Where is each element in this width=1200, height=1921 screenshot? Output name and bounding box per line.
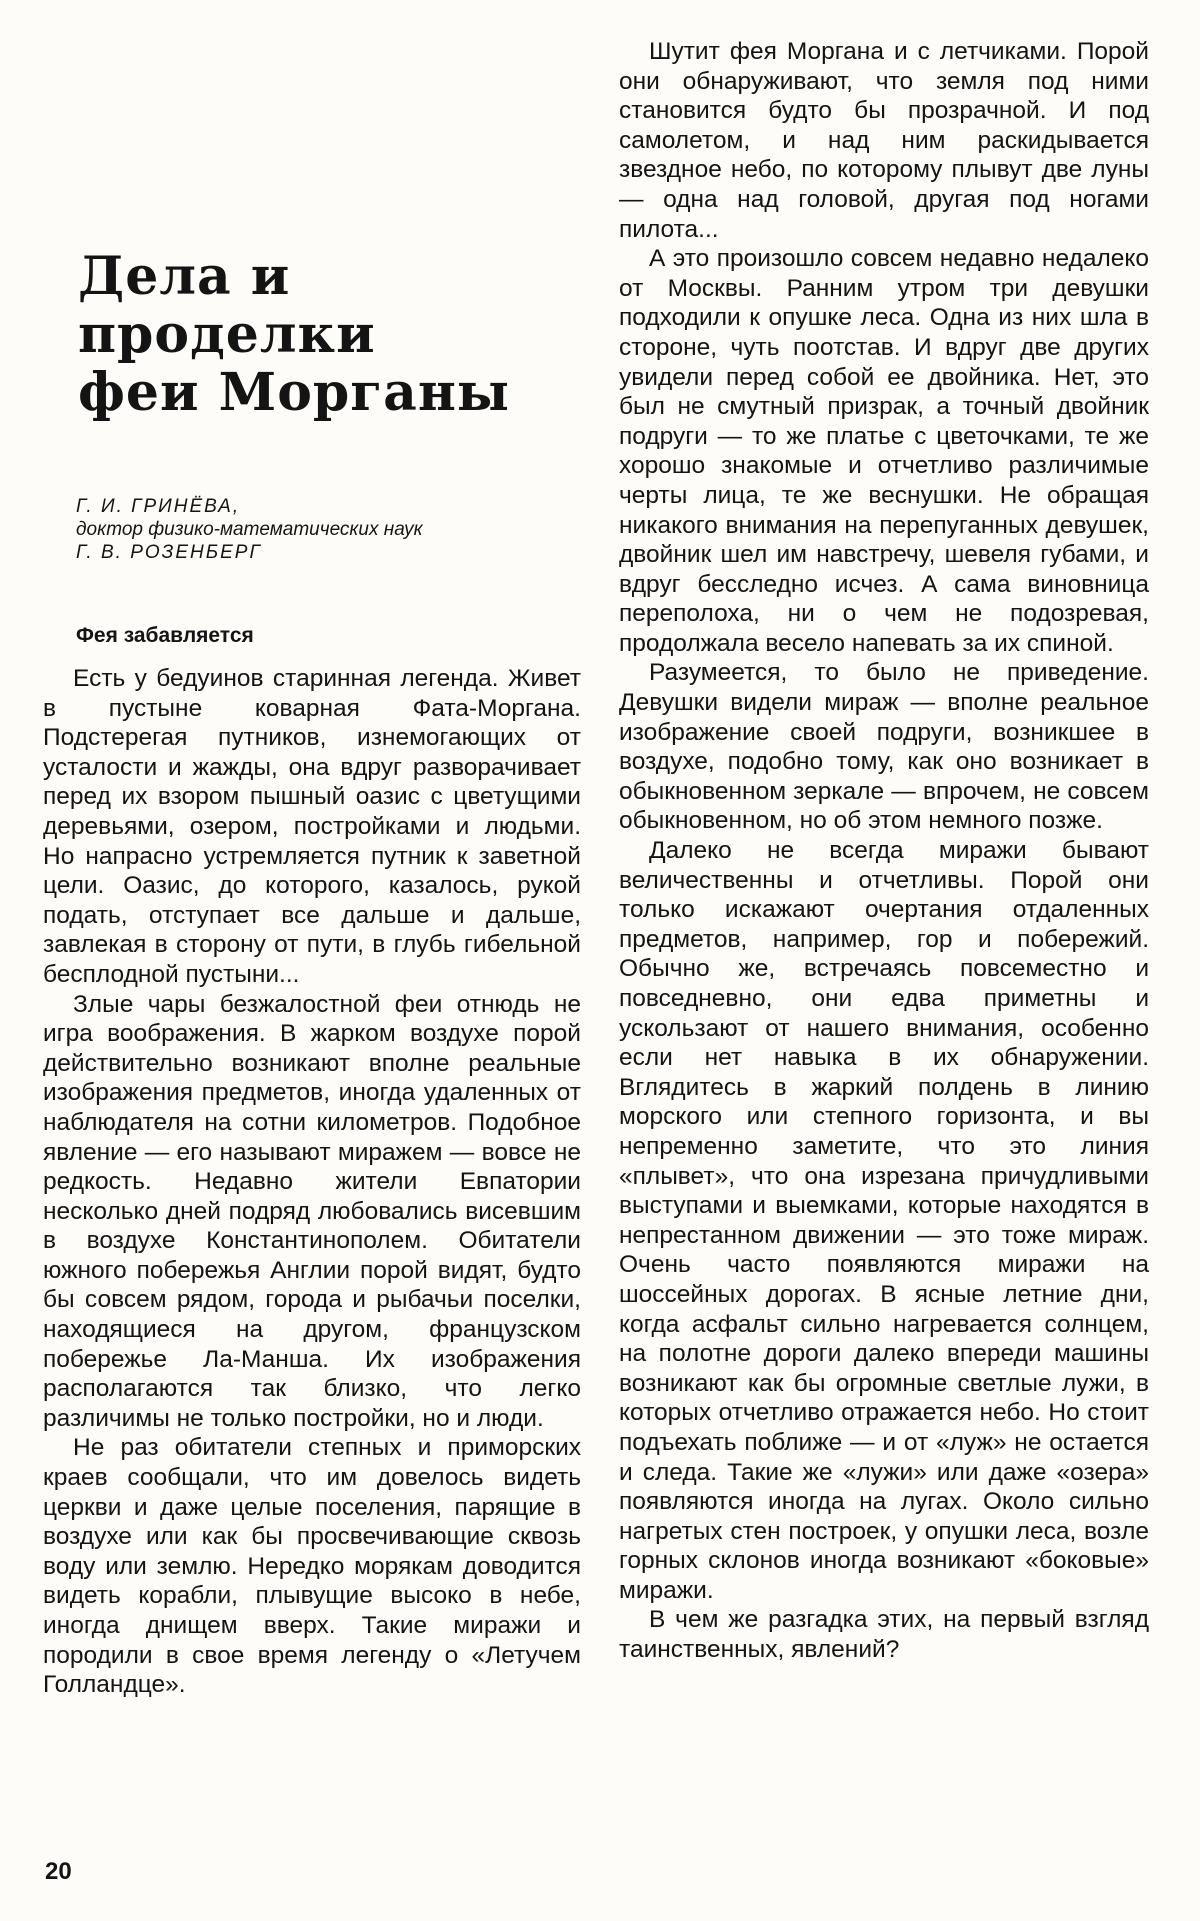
title-line: феи Морганы xyxy=(78,362,511,423)
paragraph: Есть у бедуинов старинная легенда. Живет в пустыне коварная Фата-Моргана. Подстерегая путников, изнемогающих от усталости и жажды, она вдруг разворачивает перед их взором пышный оазис с цветущими деревьями, озером, постройками и людьми. Но напрасно устремляется путник к заветной цели. Оазис, до которого, казалось, рукой подать, отступает все дальше и дальше, завлекая в сторону от пути, в глубь гибельной бесплодной пустыни... xyxy=(43,665,581,988)
author-name: Г. В. РОЗЕНБЕРГ xyxy=(76,542,262,563)
article-title xyxy=(78,248,558,422)
paragraph: Не раз обитатели степных и приморских краев сообщали, что им довелось видеть церкви и даже целые поселения, парящие в воздухе или как бы просвечивающие сквозь воду или землю. Нередко морякам доводится видеть корабли, плывущие высоко в небе, иногда днищем вверх. Такие миражи и породили в свое время легенду о «Летучем Голландце». xyxy=(43,1434,581,1699)
right-column-text xyxy=(619,37,1149,1665)
author-block xyxy=(76,495,576,564)
author-degree: доктор физико-математических наук xyxy=(76,519,423,540)
section-heading: Фея забавляется xyxy=(76,624,254,647)
paragraph: Далеко не всегда миражи бывают величественны и отчетливы. Порой они только искажают очертания отдаленных предметов, например, гор и побережий. Обычно же, встречаясь повсеместно и повседневно, они едва приметны и ускользают от нашего внимания, особенно если нет навыка в их обнаружении. Вглядитесь в жаркий полдень в линию морского или степного горизонта, и вы непременно заметите, что это линия «плывет», что она изрезана причудливыми выступами и выемками, которые находятся в непрестанном движении — это тоже мираж. Очень часто появляются миражи на шоссейных дорогах. В ясные летние дни, когда асфальт сильно нагревается солнцем, на полотне дороги далеко впереди машины возникают как бы огромные светлые лужи, в которых отчетливо отражается небо. Но стоит подъехать поближе — и от «луж» не остается и следа. Такие же «лужи» или даже «озера» появляются иногда на лугах. Около сильно нагретых стен построек, у опушки леса, возле горных склонов иногда возникают «боковые» миражи. xyxy=(619,837,1149,1604)
title-line: Дела и xyxy=(78,246,291,307)
page-number: 20 xyxy=(45,1858,72,1885)
title-line: проделки xyxy=(78,304,376,365)
paragraph: А это произошло совсем недавно недалеко от Москвы. Ранним утром три девушки подходили к опушке леса. Одна из них шла в стороне, чуть поотстав. И вдруг две других увидели перед собой ее двойника. Нет, это был не смутный призрак, а точный двойник подруги — то же платье с цветочками, те же хорошо знакомые и отчетливо различимые черты лица, те же веснушки. Не обращая никакого внимания на перепуганных девушек, двойник шел им навстречу, шевеля губами, и вдруг бесследно исчез. А сама виновница переполоха, ни о чем не подозревая, продолжала весело напевать за их спиной. xyxy=(619,245,1149,657)
author-name: Г. И. ГРИНЁВА, xyxy=(76,496,241,517)
left-column-text xyxy=(43,664,581,1700)
paragraph: Разумеется, то было не приведение. Девушки видели мираж — вполне реальное изображение своей подруги, возникшее в воздухе, подобно тому, как оно возникает в обыкновенном зеркале — впрочем, не совсем обыкновенном, но об этом немного позже. xyxy=(619,659,1149,835)
paragraph: В чем же разгадка этих, на первый взгляд таинственных, явлений? xyxy=(619,1606,1149,1664)
paragraph: Шутит фея Моргана и с летчиками. Порой они обнаруживают, что земля под ними становится будто бы прозрачной. И под самолетом, и над ним раскидывается звездное небо, по которому плывут две луны — одна над головой, другая под ногами пилота... xyxy=(619,38,1149,243)
paragraph: Злые чары безжалостной феи отнюдь не игра воображения. В жарком воздухе порой действительно возникают вполне реальные изображения предметов, иногда удаленных от наблюдателя на сотни километров. Подобное явление — его называют миражем — вовсе не редкость. Недавно жители Евпатории несколько дней подряд любовались висевшим в воздухе Константинополем. Обитатели южного побережья Англии порой видят, будто бы совсем рядом, города и рыбачьи поселки, находящиеся на другом, французском побережье Ла-Манша. Их изображения располагаются так близко, что легко различимы не только постройки, но и люди. xyxy=(43,990,581,1432)
